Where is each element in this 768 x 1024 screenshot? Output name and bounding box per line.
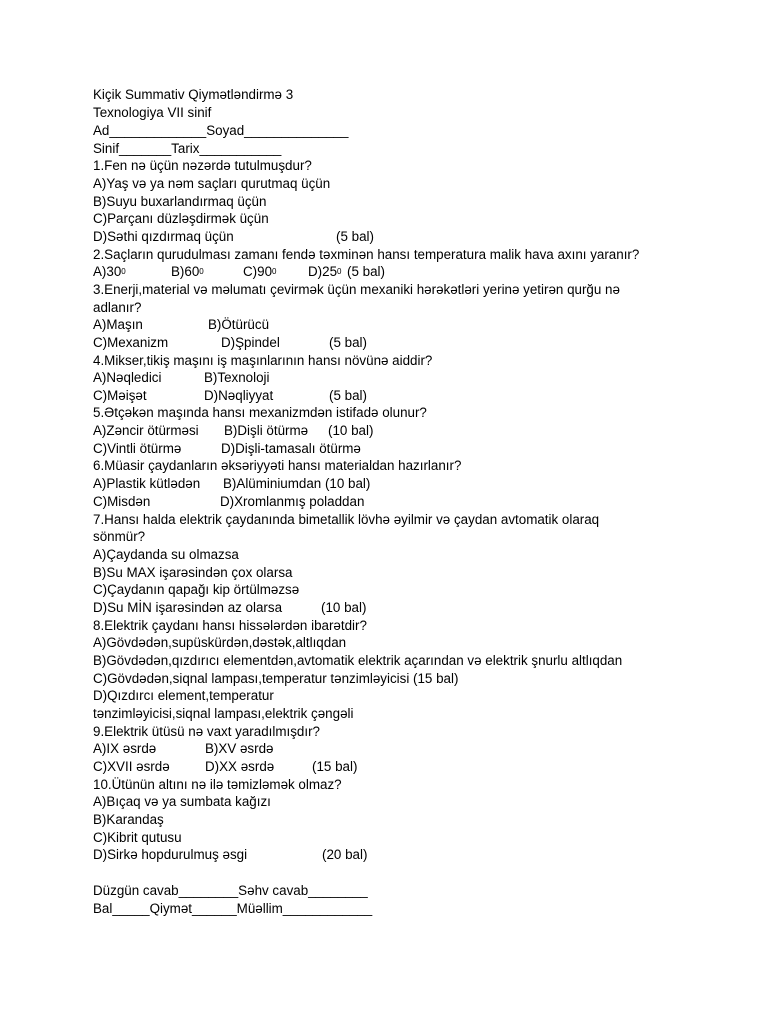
degree-sup: 0	[121, 267, 126, 276]
question-8-option-d: D)Qızdırcı element,temperatur	[93, 688, 274, 703]
question-10-option-c: C)Kibrit qutusu	[93, 830, 182, 845]
question-6-option-d: D)Xromlanmış poladdan	[220, 494, 365, 509]
question-5-option-b: B)Dişli ötürmə	[224, 423, 309, 438]
question-2-option-d: $D)25^0$	[308, 264, 342, 279]
question-2-points: (5 bal)	[347, 264, 385, 279]
name-fields-line: Ad_____________Soyad______________	[93, 123, 349, 138]
question-1-option-d-row	[93, 228, 374, 246]
question-3-option-b: B)Ötürücü	[208, 317, 270, 332]
question-8-option-a: A)Gövdədən,supüskürdən,dəstək,altlıqdan	[93, 635, 347, 650]
subject-line: Texnologiya VII sinif	[93, 105, 212, 120]
question-6-option-b: B)Alüminiumdan (10 bal)	[223, 476, 371, 491]
question-7-text-cont: sönmür?	[93, 529, 146, 544]
question-5-options-row-2	[93, 440, 361, 458]
question-2-option-a: $A)30^0$	[93, 264, 126, 279]
question-3-points: (5 bal)	[329, 335, 367, 350]
question-10-option-b: B)Karandaş	[93, 812, 164, 827]
question-4-points: (5 bal)	[329, 388, 367, 403]
question-8-option-c: C)Gövdədən,siqnal lampası,temperatur tənzimləyicisi (15 bal)	[93, 671, 459, 686]
question-5-points: (10 bal)	[328, 423, 374, 438]
question-3-options-row-2	[93, 334, 367, 352]
question-1-option-b: B)Suyu buxarlandırmaq üçün	[93, 194, 267, 209]
question-7-option-d-row	[93, 599, 367, 617]
question-5-option-a: A)Zəncir ötürməsi	[93, 423, 199, 438]
question-3-options-row-1	[93, 316, 270, 334]
question-6-options-row-1	[93, 475, 371, 493]
question-1-option-a: A)Yaş və ya nəm saçları qurutmaq üçün	[93, 176, 331, 191]
question-7-option-d: D)Su MİN işarəsindən az olarsa	[93, 600, 283, 615]
question-5-option-d: D)Dişli-tamasalı ötürmə	[221, 441, 361, 456]
question-9-options-row-2	[93, 758, 358, 776]
question-1-option-d: D)Səthi qızdırmaq üçün	[93, 229, 234, 244]
degree-sup: 0	[337, 267, 342, 276]
question-8-option-d-cont: tənzimləyicisi,siqnal lampası,elektrik çəngəli	[93, 706, 354, 721]
question-5-option-c: C)Vintli ötürmə	[93, 441, 182, 456]
question-9-option-d: D)XX əsrdə	[205, 759, 275, 774]
question-4-options-row-2	[93, 387, 367, 405]
question-2-option-b: $B)60^0$	[171, 264, 204, 279]
question-1-points: (5 bal)	[336, 229, 374, 244]
question-9-option-a: A)IX əsrdə	[93, 741, 157, 756]
question-4-option-c: C)Məişət	[93, 388, 147, 403]
question-1-option-c: C)Parçanı düzləşdirmək üçün	[93, 211, 269, 226]
degree-sup: 0	[272, 267, 277, 276]
question-1-text: 1.Fen nə üçün nəzərdə tutulmuşdur?	[93, 158, 312, 173]
question-10-option-d-row	[93, 846, 368, 864]
question-2-options-row	[93, 263, 385, 281]
question-7-text: 7.Hansı halda elektrik çaydanında bimetallik lövhə əyilmir və çaydan avtomatik olaraq	[93, 512, 600, 527]
class-date-line: Sinif_______Tarix___________	[93, 141, 282, 156]
question-9-options-row-1	[93, 740, 274, 758]
question-10-text: 10.Ütünün altını nə ilə təmizləmək olmaz?	[93, 777, 342, 792]
question-7-option-a: A)Çaydanda su olmazsa	[93, 547, 239, 562]
question-9-option-c: C)XVII əsrdə	[93, 759, 170, 774]
question-10-option-a: A)Bıçaq və ya sumbata kağızı	[93, 794, 271, 809]
question-3-option-a: A)Maşın	[93, 317, 143, 332]
question-3-option-d: D)Şpindel	[221, 335, 280, 350]
question-4-text: 4.Mikser,tikiş maşını iş maşınlarının hansı növünə aiddir?	[93, 353, 433, 368]
question-9-points: (15 bal)	[312, 759, 358, 774]
question-3-text-cont: adlanır?	[93, 300, 142, 315]
question-2-text: 2.Saçların qurudulması zamanı fendə təxminən hansı temperatura malik hava axını yaranır?	[93, 247, 640, 262]
question-6-options-row-2	[93, 493, 365, 511]
worksheet-title: Kiçik Summativ Qiymətləndirmə 3	[93, 87, 294, 102]
question-9-text: 9.Elektrik ütüsü nə vaxt yaradılmışdır?	[93, 724, 320, 739]
question-6-option-c: C)Misdən	[93, 494, 151, 509]
question-4-options-row-1	[93, 369, 270, 387]
question-4-option-d: D)Nəqliyyat	[204, 388, 274, 403]
question-3-text: 3.Enerji,material və məlumatı çevirmək üçün mexaniki hərəkətləri yerinə yetirən qurğu nə	[93, 282, 620, 297]
question-6-text: 6.Müasir çaydanların əksəriyyəti hansı materialdan hazırlanır?	[93, 458, 462, 473]
question-5-text: 5.Ətçəkən maşında hansı mexanizmdən istifadə olunur?	[93, 405, 427, 420]
question-10-points: (20 bal)	[322, 847, 368, 862]
grade-teacher-line: Bal_____Qiymət______Müəllim____________	[93, 901, 373, 916]
question-7-points: (10 bal)	[321, 600, 367, 615]
question-2-option-c: $C)90^0$	[243, 264, 277, 279]
question-9-option-b: B)XV əsrdə	[205, 741, 274, 756]
question-5-options-row-1	[93, 422, 374, 440]
question-8-option-b: B)Gövdədən,qızdırıcı elementdən,avtomatik elektrik açarından və elektrik şnurlu altlıqdan	[93, 653, 623, 668]
degree-sup: 0	[199, 267, 204, 276]
question-4-option-a: A)Nəqledici	[93, 370, 162, 385]
question-7-option-b: B)Su MAX işarəsindən çox olarsa	[93, 565, 293, 580]
question-7-option-c: C)Çaydanın qapağı kip örtülməzsə	[93, 582, 300, 597]
question-3-option-c: C)Mexanizm	[93, 335, 169, 350]
question-10-option-d: D)Sirkə hopdurulmuş əsgi	[93, 847, 248, 862]
question-6-option-a: A)Plastik kütlədən	[93, 476, 201, 491]
question-4-option-b: B)Texnoloji	[204, 370, 270, 385]
answers-count-line: Düzgün cavab________Səhv cavab________	[93, 883, 368, 898]
question-8-text: 8.Elektrik çaydanı hansı hissələrdən ibarətdir?	[93, 618, 367, 633]
